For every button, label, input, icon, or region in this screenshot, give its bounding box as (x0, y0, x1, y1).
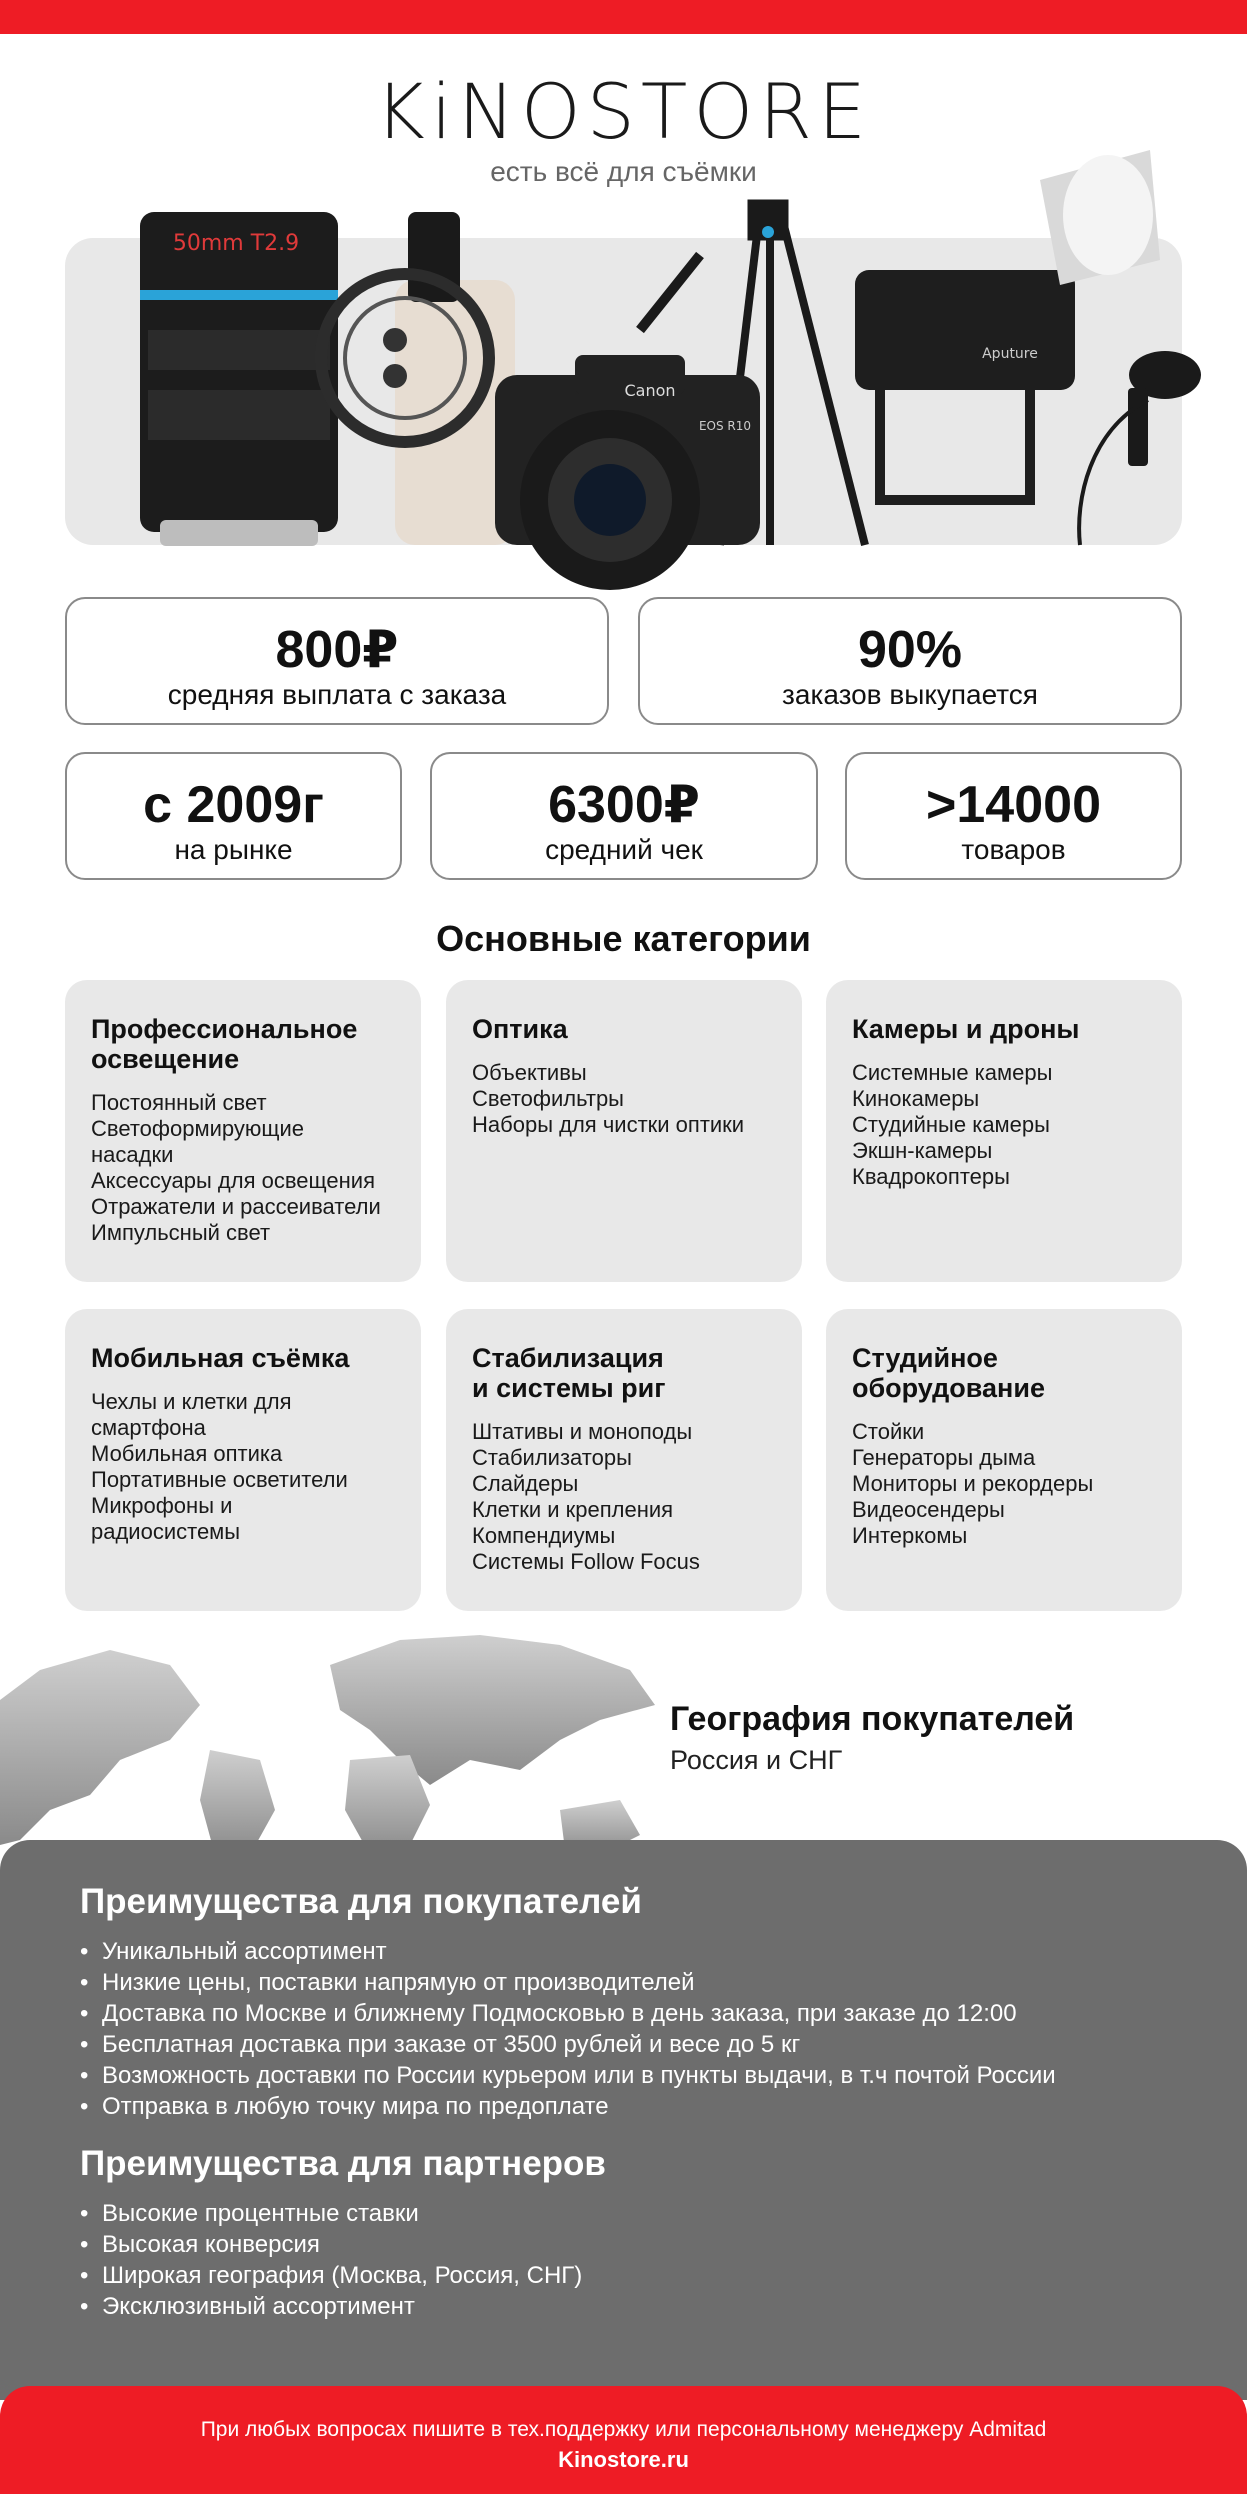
camera-image (495, 355, 760, 590)
benefit-item: • Широкая география (Москва, Россия, СНГ) (80, 2260, 1247, 2291)
category-item[interactable]: Стабилизаторы (472, 1445, 632, 1470)
category-item[interactable]: Портативные осветители (91, 1467, 348, 1492)
benefit-item: • Отправка в любую точку мира по предоплате (80, 2091, 1247, 2122)
benefit-item: • Уникальный ассортимент (80, 1936, 1247, 1967)
footer (0, 2386, 1247, 2494)
category-card-cameras[interactable] (826, 980, 1182, 1282)
stat-label: на рынке (174, 834, 293, 865)
category-item[interactable]: Системные камеры (852, 1060, 1053, 1085)
category-item[interactable]: Штативы и моноподы (472, 1419, 693, 1444)
category-title: Оптика (472, 1014, 568, 1044)
stat-label: средняя выплата с заказа (167, 679, 507, 710)
category-card-mobile[interactable] (65, 1309, 421, 1611)
benefit-item: • Эксклюзивный ассортимент (80, 2291, 1247, 2322)
category-title: Профессиональное освещение (91, 1014, 358, 1074)
category-title: Мобильная съёмка (91, 1343, 350, 1373)
stat-card-buyout (638, 597, 1182, 725)
category-item[interactable]: Слайдеры (472, 1471, 579, 1496)
buyers-benefits-title: Преимущества для покупателей (80, 1882, 642, 1921)
category-item[interactable]: Экшн-камеры (852, 1138, 993, 1163)
category-item[interactable]: Отражатели и рассеиватели (91, 1194, 381, 1219)
lavalier-mic-image (1079, 351, 1201, 545)
category-item[interactable]: Постоянный свет (91, 1090, 267, 1115)
category-item[interactable]: Мониторы и рекордеры (852, 1471, 1094, 1496)
category-item[interactable]: Клетки и крепления (472, 1497, 674, 1522)
category-title: Камеры и дроны (852, 1014, 1080, 1044)
category-item[interactable]: насадки (91, 1142, 174, 1167)
stat-card-products (845, 752, 1182, 880)
category-item[interactable]: Импульсный свет (91, 1220, 271, 1245)
category-item[interactable]: Мобильная оптика (91, 1441, 283, 1466)
stat-card-since (65, 752, 402, 880)
category-title: Стабилизация и системы риг (472, 1343, 666, 1403)
category-item[interactable]: Стойки (852, 1419, 925, 1444)
partners-benefits-list (80, 2198, 1247, 2322)
footer-support-text: При любых вопросах пишите в тех.поддержку или персональному менеджеру Admitad (200, 2418, 1047, 2441)
smartphone-lens-image (321, 212, 515, 545)
category-item[interactable]: радиосистемы (91, 1519, 241, 1544)
stat-value: 800₽ (275, 621, 399, 679)
benefit-item: • Возможность доставки по России курьером или в пункты выдачи, в т.ч почтой России (80, 2060, 1247, 2091)
stat-value: >14000 (926, 776, 1101, 834)
category-item[interactable]: Интеркомы (852, 1523, 968, 1548)
category-item[interactable]: Компендиумы (472, 1523, 616, 1548)
category-card-studio[interactable] (826, 1309, 1182, 1611)
kinostore-logo[interactable]: KiNOSTORE (375, 67, 872, 156)
svg-text:EOS R10: EOS R10 (698, 419, 752, 433)
footer-site-link[interactable]: Kinostore.ru (558, 2447, 689, 2472)
category-item[interactable]: Квадрокоптеры (852, 1164, 1010, 1189)
stat-label: товаров (961, 834, 1066, 865)
stat-value: 6300₽ (548, 776, 700, 834)
category-item[interactable]: Системы Follow Focus (472, 1549, 700, 1574)
benefit-item: • Доставка по Москве и ближнему Подмосковью в день заказа, при заказе до 12:00 (80, 1998, 1247, 2029)
category-item[interactable]: Светофильтры (472, 1086, 624, 1111)
benefit-item: • Бесплатная доставка при заказе от 3500 рублей и весе до 5 кг (80, 2029, 1247, 2060)
benefit-item: • Высокие процентные ставки (80, 2198, 1247, 2229)
category-item[interactable]: Аксессуары для освещения (91, 1168, 375, 1193)
category-item[interactable]: Чехлы и клетки для (91, 1389, 292, 1414)
category-item[interactable]: Объективы (472, 1060, 587, 1085)
svg-text:50mm T2.9: 50mm T2.9 (172, 231, 300, 256)
stat-card-payout (65, 597, 609, 725)
category-item[interactable]: Студийные камеры (852, 1112, 1050, 1137)
category-item[interactable]: Генераторы дыма (852, 1445, 1036, 1470)
category-card-lighting[interactable] (65, 980, 421, 1282)
category-item[interactable]: смартфона (91, 1415, 206, 1440)
category-item[interactable]: Светоформирующие (91, 1116, 304, 1141)
cine-lens-image (140, 212, 338, 546)
benefit-item: • Низкие цены, поставки напрямую от производителей (80, 1967, 1247, 1998)
category-card-stabilization[interactable] (446, 1309, 802, 1611)
category-card-optics[interactable] (446, 980, 802, 1282)
category-title: Студийное оборудование (852, 1343, 1045, 1403)
benefit-item: • Высокая конверсия (80, 2229, 1247, 2260)
categories-title: Основные категории (436, 918, 811, 959)
partners-benefits-title: Преимущества для партнеров (80, 2144, 606, 2183)
svg-text:Aputure: Aputure (982, 346, 1038, 362)
stat-label: заказов выкупается (782, 679, 1038, 710)
category-item[interactable]: Кинокамеры (852, 1086, 980, 1111)
world-map-image (0, 1610, 660, 1855)
svg-text:Canon: Canon (624, 381, 676, 400)
stat-card-avg-check (430, 752, 818, 880)
category-item[interactable]: Наборы для чистки оптики (472, 1112, 745, 1137)
led-light-image (855, 150, 1160, 500)
geography-title: География покупателей (670, 1700, 1075, 1738)
category-item[interactable]: Микрофоны и (91, 1493, 233, 1518)
stat-label: средний чек (545, 834, 703, 865)
stat-value: 90% (857, 621, 963, 679)
category-item[interactable]: Видеосендеры (852, 1497, 1005, 1522)
top-accent-bar (0, 0, 1247, 34)
geography-subtitle: Россия и СНГ (670, 1745, 843, 1775)
benefits-section (0, 1840, 1247, 2400)
stat-value: с 2009г (143, 776, 324, 834)
tagline: есть всё для съёмки (490, 156, 757, 187)
hero-products-image (0, 140, 1247, 600)
buyers-benefits-list (80, 1936, 1247, 2122)
